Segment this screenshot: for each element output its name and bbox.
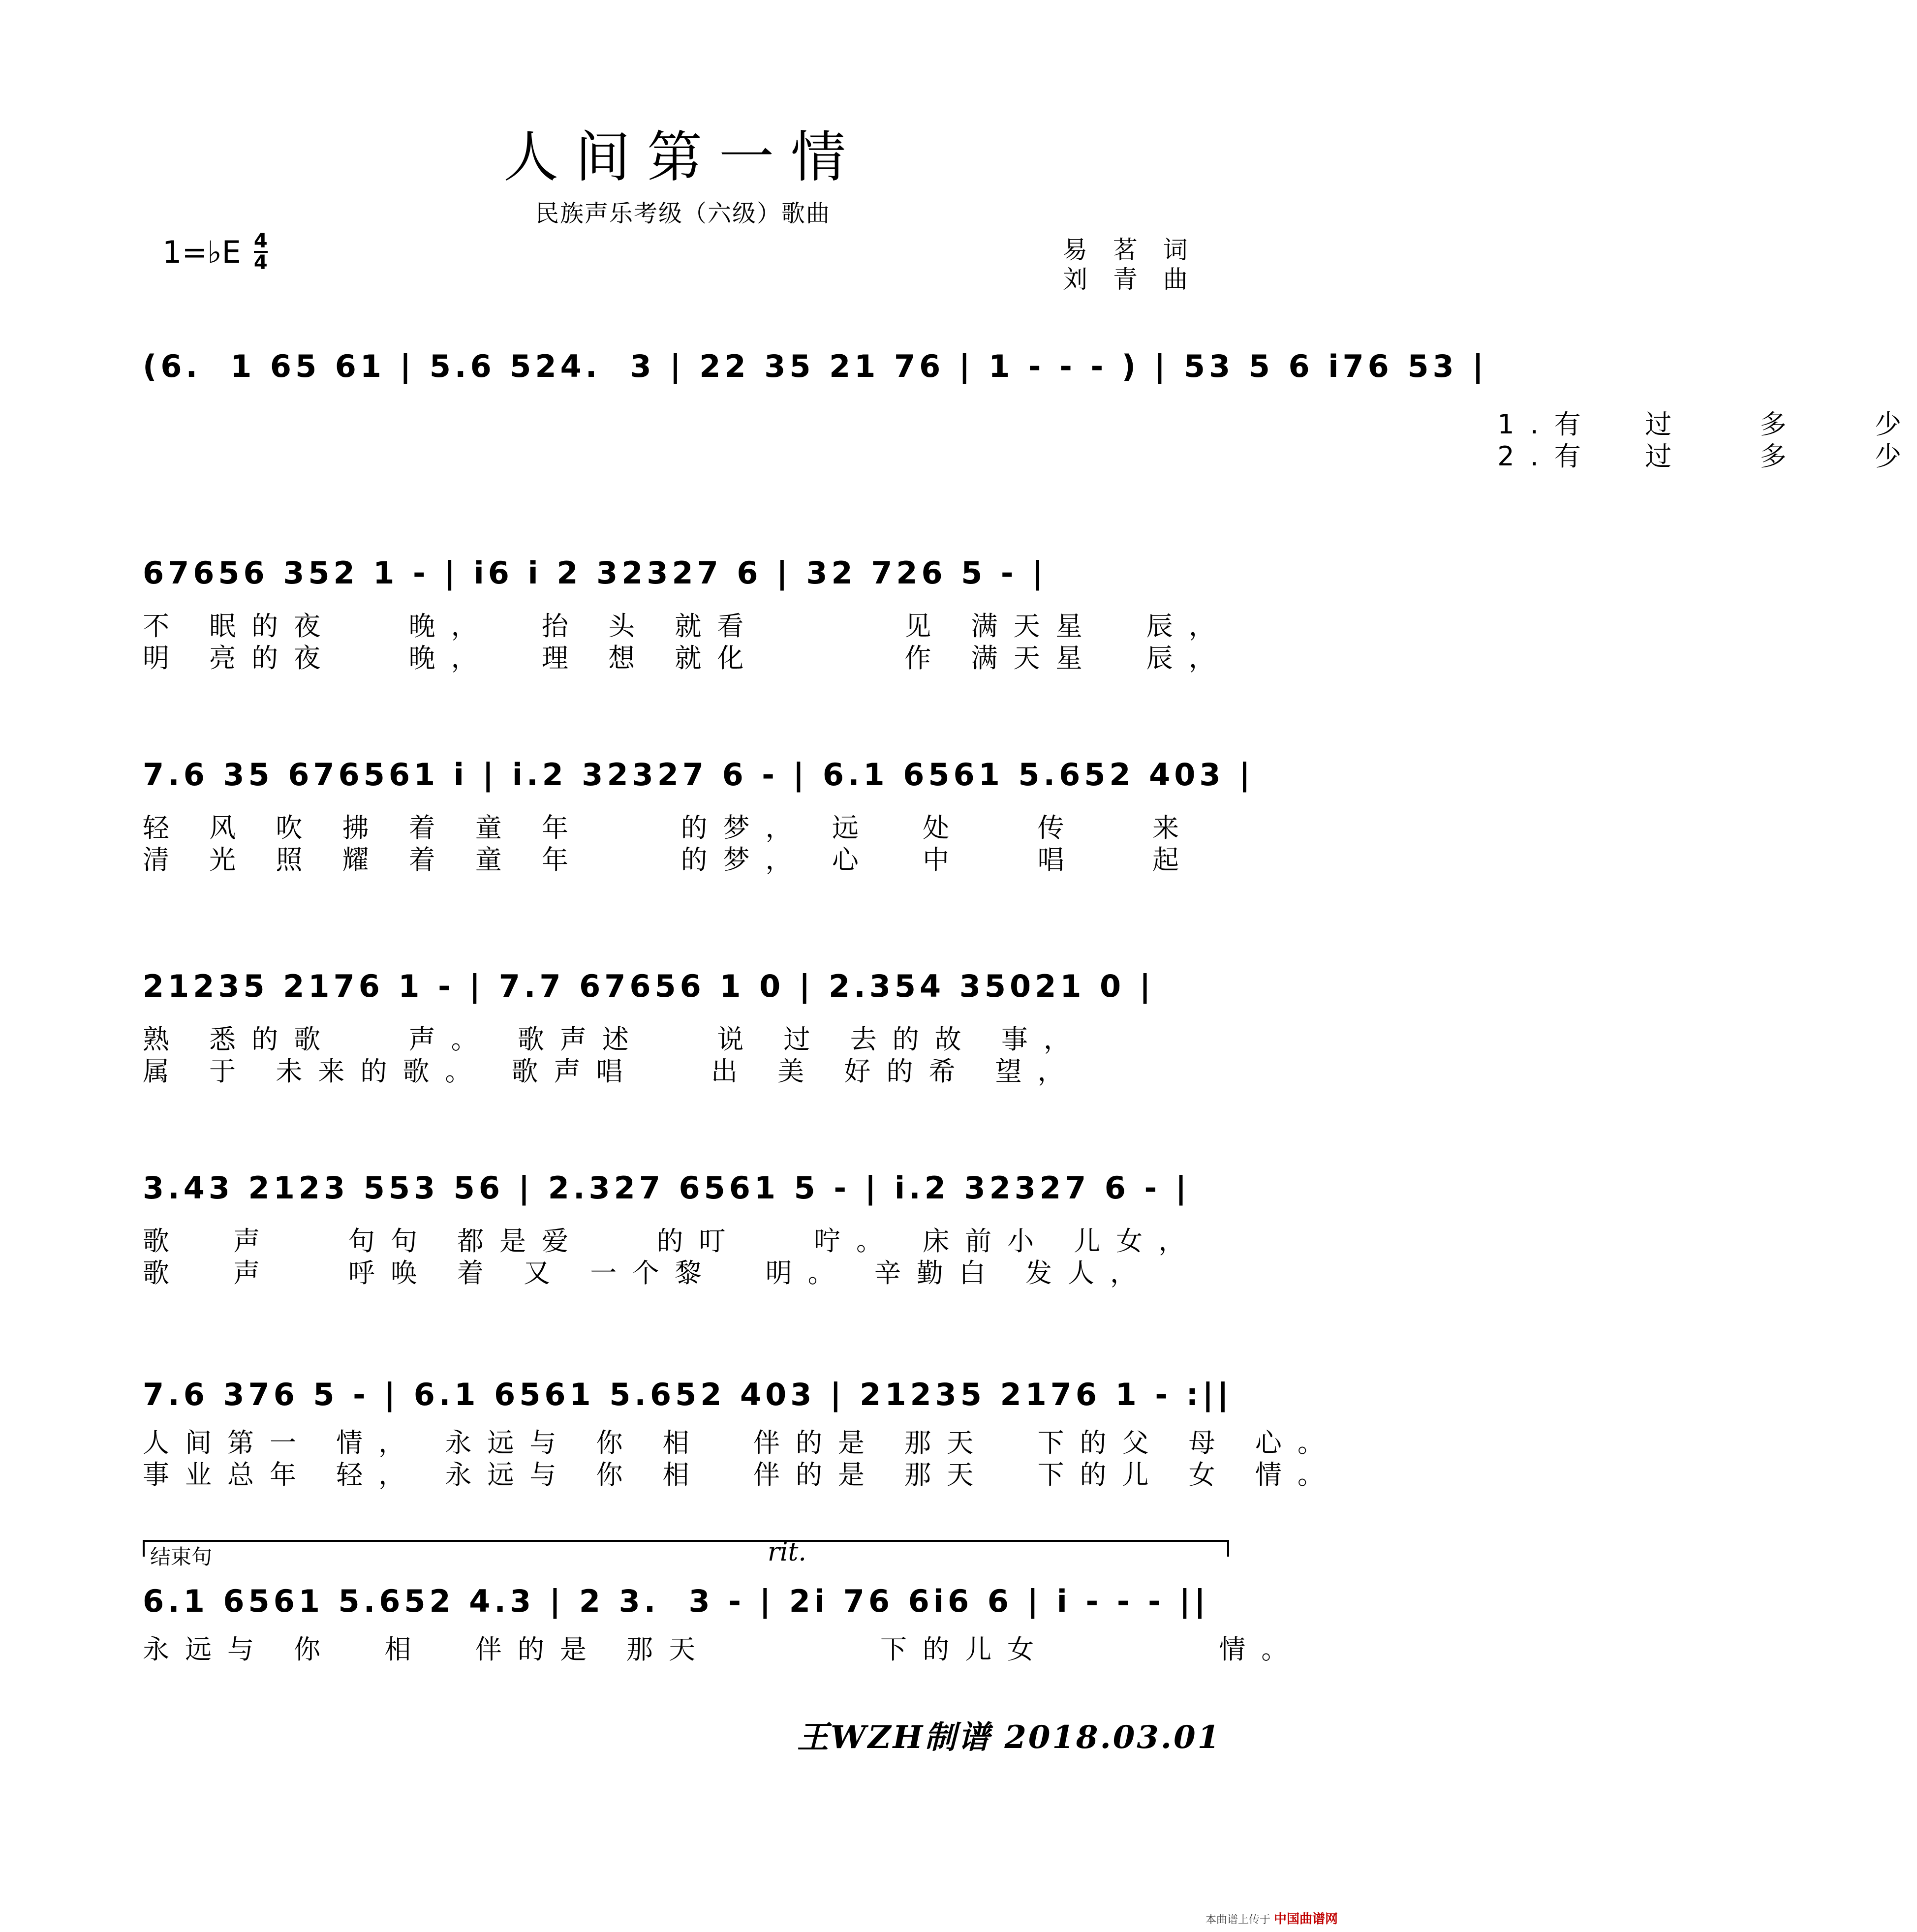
lyrics-verse-1: 轻 风 吹 拂 着 童 年 的梦， 远 处 传 来: [143, 812, 1195, 843]
ending-bracket: [143, 1540, 1229, 1557]
lyrics-verse-2: 清 光 照 耀 着 童 年 的梦， 心 中 唱 起: [143, 844, 1195, 875]
lyrics-verse-2: 2.有 过 多 少: [143, 441, 1917, 472]
page-subtitle: 民族声乐考级（六级）歌曲: [535, 200, 831, 227]
lyrics-verse-2: 属 于 未来的歌。 歌声唱 出 美 好的希 望，: [143, 1056, 1080, 1087]
notes-line: 21235 2176 1 - | 7.7 67656 1 0 | 2.354 35021 0 |: [143, 968, 1155, 1004]
notes-line: 3.43 2123 553 56 | 2.327 6561 5 - | i.2 32327 6 - |: [143, 1170, 1191, 1206]
notes-line: 67656 352 1 - | i6 i 2 32327 6 | 32 726 5 - |: [143, 555, 1047, 591]
key-signature: [162, 231, 268, 273]
ending-label: 结束句: [150, 1545, 213, 1569]
arranger-signature: 王WZH制谱 2018.03.01: [797, 1719, 1222, 1756]
lyrics-verse-1: 人间第一 情， 永远与 你 相 伴的是 那天 下的父 母 心。: [143, 1427, 1340, 1458]
notes-line: 7.6 376 5 - | 6.1 6561 5.652 403 | 21235 2176 1 - :||: [143, 1377, 1233, 1412]
lyrics-verse-2: 事业总年 轻， 永远与 你 相 伴的是 那天 下的儿 女 情。: [143, 1459, 1340, 1490]
time-signature: [254, 231, 268, 273]
watermark: [1206, 1909, 1338, 1927]
page-title: 人间第一情: [503, 125, 863, 189]
key-label: 1=♭E: [162, 234, 241, 270]
tempo-mark: rit.: [768, 1537, 806, 1567]
composer: 刘 青 曲: [1063, 265, 1197, 294]
time-top: 4: [253, 230, 268, 252]
lyrics-verse-2: 明 亮的夜 晚， 理 想 就化 作 满天星 辰，: [143, 643, 1231, 674]
lyrics-verse-1: 不 眠的夜 晚， 抬 头 就看 见 满天星 辰，: [143, 611, 1231, 642]
lyrics-verse-1: 1.有 过 多 少: [143, 409, 1917, 440]
lyrics-verse-1: 永远与 你 相 伴的是 那天 下的儿女 情。: [143, 1634, 1304, 1665]
notes-line: (6. 1 65 61 | 5.6 524. 3 | 22 35 21 76 | 1 - - - ) | 53 5 6 i76 53 |: [143, 348, 1487, 384]
watermark-brand: 中国曲谱网: [1274, 1912, 1338, 1927]
lyrics-verse-2: 歌 声 呼唤 着 又 一个黎 明。 辛勤白 发人，: [143, 1257, 1152, 1288]
watermark-text: 本曲谱上传于: [1206, 1914, 1271, 1926]
lyrics-verse-1: 熟 悉的歌 声。 歌声述 说 过 去的故 事，: [143, 1024, 1086, 1055]
notes-line: 6.1 6561 5.652 4.3 | 2 3. 3 - | 2i 76 6i6 6 | i - - - ||: [143, 1583, 1209, 1619]
credits: [1063, 235, 1197, 294]
notes-line: 7.6 35 676561 i | i.2 32327 6 - | 6.1 6561 5.652 403 |: [143, 757, 1254, 793]
lyrics-verse-1: 歌 声 句句 都是爱 的叮 咛。 床前小 儿女，: [143, 1226, 1201, 1257]
lyricist: 易 茗 词: [1063, 236, 1197, 264]
time-bottom: 4: [253, 251, 268, 274]
